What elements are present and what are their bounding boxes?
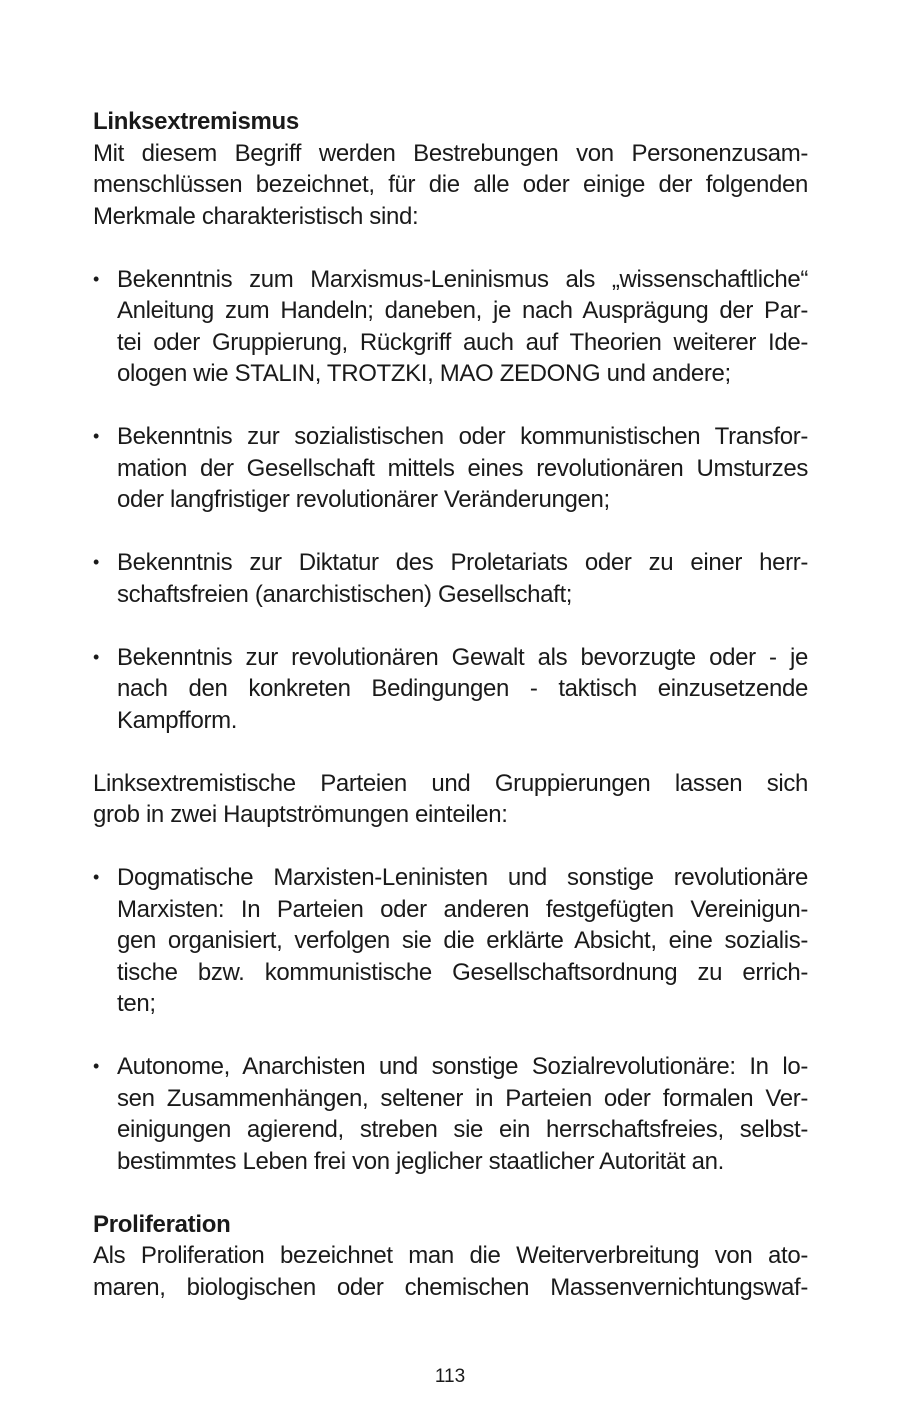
text-line: Bekenntnis zum Marxismus-Leninismus als „wissenschaftliche“ — [117, 265, 808, 293]
text-line: Dogmatische Marxisten-Leninisten und sonstige revolutionäre — [117, 864, 808, 891]
bullet-icon: • — [93, 552, 100, 572]
section-proliferation — [93, 1209, 808, 1304]
text-line: sen Zusammenhängen, seltener in Parteien oder formalen Ver- — [117, 1084, 808, 1112]
bullet-icon: • — [93, 646, 100, 667]
spacer — [93, 1020, 808, 1052]
text-line: nach den konkreten Bedingungen - taktisch einzusetzende — [117, 675, 808, 702]
text-line: mation der Gesellschaft mittels eines revolutionären Umsturzes — [117, 454, 808, 482]
section-linksextremismus — [93, 106, 808, 1177]
list-item — [93, 547, 808, 610]
text-line: Bekenntnis zur sozialistischen oder kommunistischen Transfor- — [117, 423, 808, 450]
page-number: 113 — [434, 1366, 466, 1387]
text-line: Bekenntnis zur revolutionären Gewalt als bevorzugte oder - je — [117, 643, 808, 671]
text-line: grob in zwei Hauptströmungen einteilen: — [93, 801, 508, 828]
spacer — [93, 516, 808, 548]
bullet-icon: • — [93, 867, 100, 887]
list-item — [93, 421, 808, 516]
text-line: Autonome, Anarchisten und sonstige Sozialrevolutionäre: In lo- — [117, 1053, 808, 1080]
text-line: Bekenntnis zur Diktatur des Proletariats oder zu einer herr- — [117, 549, 808, 576]
middle-paragraph — [93, 768, 808, 831]
bullet-icon: • — [93, 426, 100, 446]
spacer — [93, 610, 808, 642]
text-line: bestimmtes Leben frei von jeglicher staatlicher Autorität an. — [117, 1147, 724, 1175]
text-line: tei oder Gruppierung, Rückgriff auch auf Theorien weiterer Ide- — [117, 328, 808, 356]
list-item — [93, 1051, 808, 1177]
spacer — [93, 232, 808, 264]
text-line: ten; — [117, 990, 156, 1017]
bullet-icon: • — [93, 268, 100, 289]
spacer — [93, 1177, 808, 1209]
section-heading: Linksextremismus — [93, 108, 299, 135]
spacer — [93, 390, 808, 422]
list-item — [93, 642, 808, 737]
intro-paragraph — [93, 138, 808, 233]
text-line: Als Proliferation bezeichnet man die Weiterverbreitung von ato- — [93, 1242, 808, 1269]
document-page — [93, 106, 808, 1303]
bullet-icon: • — [93, 1056, 100, 1076]
text-line: ologen wie STALIN, TROTZKI, MAO ZEDONG und andere; — [117, 360, 731, 387]
text-line: menschlüssen bezeichnet, für die alle oder einige der folgenden — [93, 171, 808, 198]
text-line: maren, biologischen oder chemischen Massenvernichtungswaf- — [93, 1273, 808, 1301]
text-line: einigungen agierend, streben sie ein herrschaftsfreies, selbst- — [117, 1116, 808, 1143]
text-line: Kampfform. — [117, 706, 238, 734]
list-item — [93, 862, 808, 1020]
text-line: Merkmale charakteristisch sind: — [93, 202, 419, 230]
spacer — [93, 736, 808, 768]
text-line: tische bzw. kommunistische Gesellschaftsordnung zu errich- — [117, 958, 808, 986]
text-line: schaftsfreien (anarchistischen) Gesellschaft; — [117, 580, 573, 608]
spacer — [93, 831, 808, 863]
text-line: Mit diesem Begriff werden Bestrebungen von Personenzusam- — [93, 139, 808, 167]
text-line: oder langfristiger revolutionärer Veränderungen; — [117, 486, 610, 513]
text-line: Linksextremistische Parteien und Gruppierungen lassen sich — [93, 769, 808, 797]
text-line: Marxisten: In Parteien oder anderen festgefügten Vereinigun- — [117, 895, 808, 923]
section-heading: Proliferation — [93, 1210, 231, 1238]
text-line: gen organisiert, verfolgen sie die erklärte Absicht, eine sozialis- — [117, 927, 808, 954]
list-item — [93, 264, 808, 390]
text-line: Anleitung zum Handeln; daneben, je nach Ausprägung der Par- — [117, 297, 808, 324]
